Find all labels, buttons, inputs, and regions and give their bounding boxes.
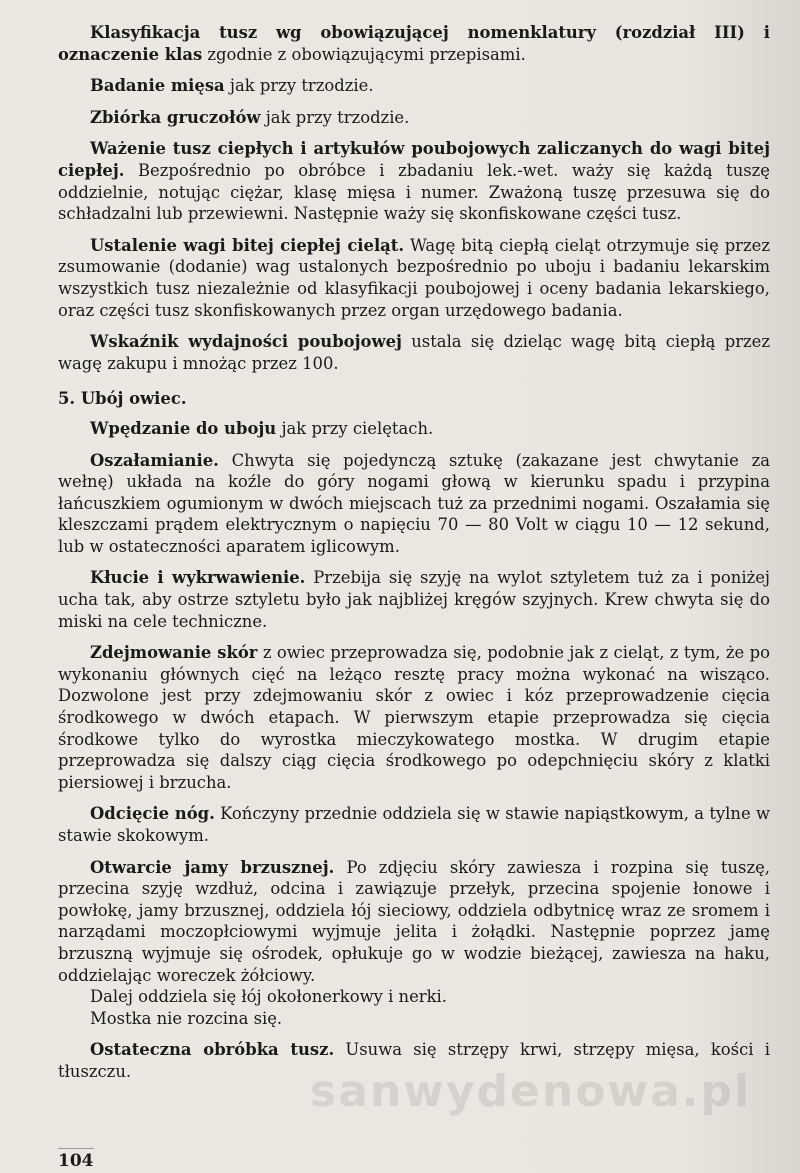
paragraph-body: Wagę bitą ciepłą cieląt otrzymuje się przez zsumowanie (dodanie) wag ustalonych bezpośrednio po uboju i badaniu lekarskim wszystkich tusz niezależnie od klasyfikacji poubojowej i oceny badania lekarskiego, oraz części tusz skonfiskowanych przez organ urzędowego badania.	[58, 235, 770, 320]
run-in-heading: Wpędzanie do uboju	[90, 418, 277, 438]
run-in-heading: Kłucie i wykrwawienie.	[90, 568, 306, 588]
paragraph	[58, 107, 770, 129]
paragraph-body: Kończyny przednie oddziela się w stawie napiąstkowym, a tylne w stawie skokowym.	[58, 804, 771, 845]
run-in-heading: Ostateczna obróbka tusz.	[90, 1040, 335, 1060]
page-number: 104	[58, 1148, 94, 1171]
paragraph-body: Chwyta się pojedynczą sztukę (zakazane jest chwytanie za wełnę) układa na koźle do góry nogami głową w kierunku spadu i przypina łańcuszkiem ogumionym w dwóch miejscach tuż za przednimi nogami. Oszałamia się kleszczami prądem elektrycznym o napięciu 70 — 80 Volt w ciągu 10 — 12 sekund, lub w ostateczności aparatem iglicowym.	[58, 450, 770, 556]
paragraph	[58, 22, 770, 65]
paragraph	[58, 450, 770, 558]
paragraph: Dalej oddziela się łój okołonerkowy i nerki.	[90, 987, 448, 1007]
paragraph	[58, 803, 770, 846]
paragraph-body: ustala się dzieląc wagę bitą ciepłą przez wagę zakupu i mnożąc przez 100.	[58, 332, 771, 373]
paragraph-body: zgodnie z obowiązującymi przepisami.	[202, 44, 526, 64]
paragraph: Mostka nie rozcina się.	[90, 1008, 283, 1028]
paragraph	[58, 567, 770, 632]
paragraph	[58, 418, 770, 440]
paragraph	[58, 331, 770, 374]
run-in-heading: Zdejmowanie skór	[90, 643, 258, 663]
paragraph	[58, 857, 770, 987]
paragraph	[58, 235, 770, 321]
paragraph-body: z owiec przeprowadza się, podobnie jak z cieląt, z tym, że po wykonaniu głównych cięć na leżąco resztę pracy można wykonać na wisząco. Dozwolone jest przy zdejmowaniu skór z owiec i kóz przeprowadzenie cięcia środkowego w dwóch etapach. W pierwszym etapie przeprowadza się cięcia środkowe tylko do wyrostka mieczykowatego mostka. W drugim etapie przeprowadza się dalszy ciąg cięcia środkowego po odepchnięciu skóry z klatki piersiowej i brzucha.	[58, 643, 770, 792]
paragraph-body: Po zdjęciu skóry zawiesza i rozpina się tuszę, przecina szyję wzdłuż, odcina i zawiązuje przełyk, przecina spojenie łonowe i powłokę, jamy brzusznej, oddziela łój sieciowy, oddziela odbytnicę wraz ze sromem i narządami moczopłciowymi wyjmuje jelita i żołądki. Następnie poprzez jamę brzuszną wyjmuje się ośrodek, opłukuje go w wodzie bieżącej, zawiesza na haku, oddzielając woreczek żółciowy.	[58, 857, 770, 985]
run-in-heading: Zbiórka gruczołów	[90, 107, 261, 127]
run-in-heading: Odcięcie nóg.	[90, 804, 215, 824]
paragraph-body: Bezpośrednio po obróbce i zbadaniu lek.-wet. waży się każdą tuszę oddzielnie, notując ciężar, klasę mięsa i numer. Zważoną tuszę przesuwa się do schładzalni lub przewiewni. Następnie waży się skonfiskowane części tusz.	[58, 160, 770, 224]
text-column	[58, 22, 770, 1093]
paragraph-body: Przebija się szyję na wylot sztyletem tuż za i poniżej ucha tak, aby ostrze sztyletu było jak najbliżej kręgów szyjnych. Krew chwyta się do miski na cele techniczne.	[58, 568, 770, 631]
run-in-heading: Ustalenie wagi bitej ciepłej cieląt.	[90, 235, 405, 255]
run-in-heading: Badanie mięsa	[90, 76, 225, 96]
section-title: 5. Ubój owiec.	[58, 389, 187, 409]
run-in-heading: Otwarcie jamy brzusznej.	[90, 857, 335, 877]
paragraph-body: jak przy trzodzie.	[260, 107, 410, 127]
run-in-heading: Ważenie tusz ciepłych i artykułów poubojowych zaliczanych do wagi bitej ciepłej.	[58, 139, 770, 180]
paragraph-body: jak przy trzodzie.	[224, 76, 374, 96]
paragraph-body: Usuwa się strzępy krwi, strzępy mięsa, kości i tłuszczu.	[58, 1040, 770, 1081]
paragraph-body: jak przy cielętach.	[276, 418, 434, 438]
paragraph	[58, 642, 770, 793]
paragraph	[58, 75, 770, 97]
paragraph	[58, 138, 770, 224]
run-in-heading: Oszałamianie.	[90, 450, 219, 470]
run-in-heading: Wskaźnik wydajności poubojowej	[90, 332, 402, 352]
watermark: sanwydenowa.pl	[310, 1066, 752, 1117]
run-in-heading: Klasyfikacja tusz wg obowiązującej nomenklatury (rozdział III) i oznaczenie klas	[58, 23, 770, 64]
